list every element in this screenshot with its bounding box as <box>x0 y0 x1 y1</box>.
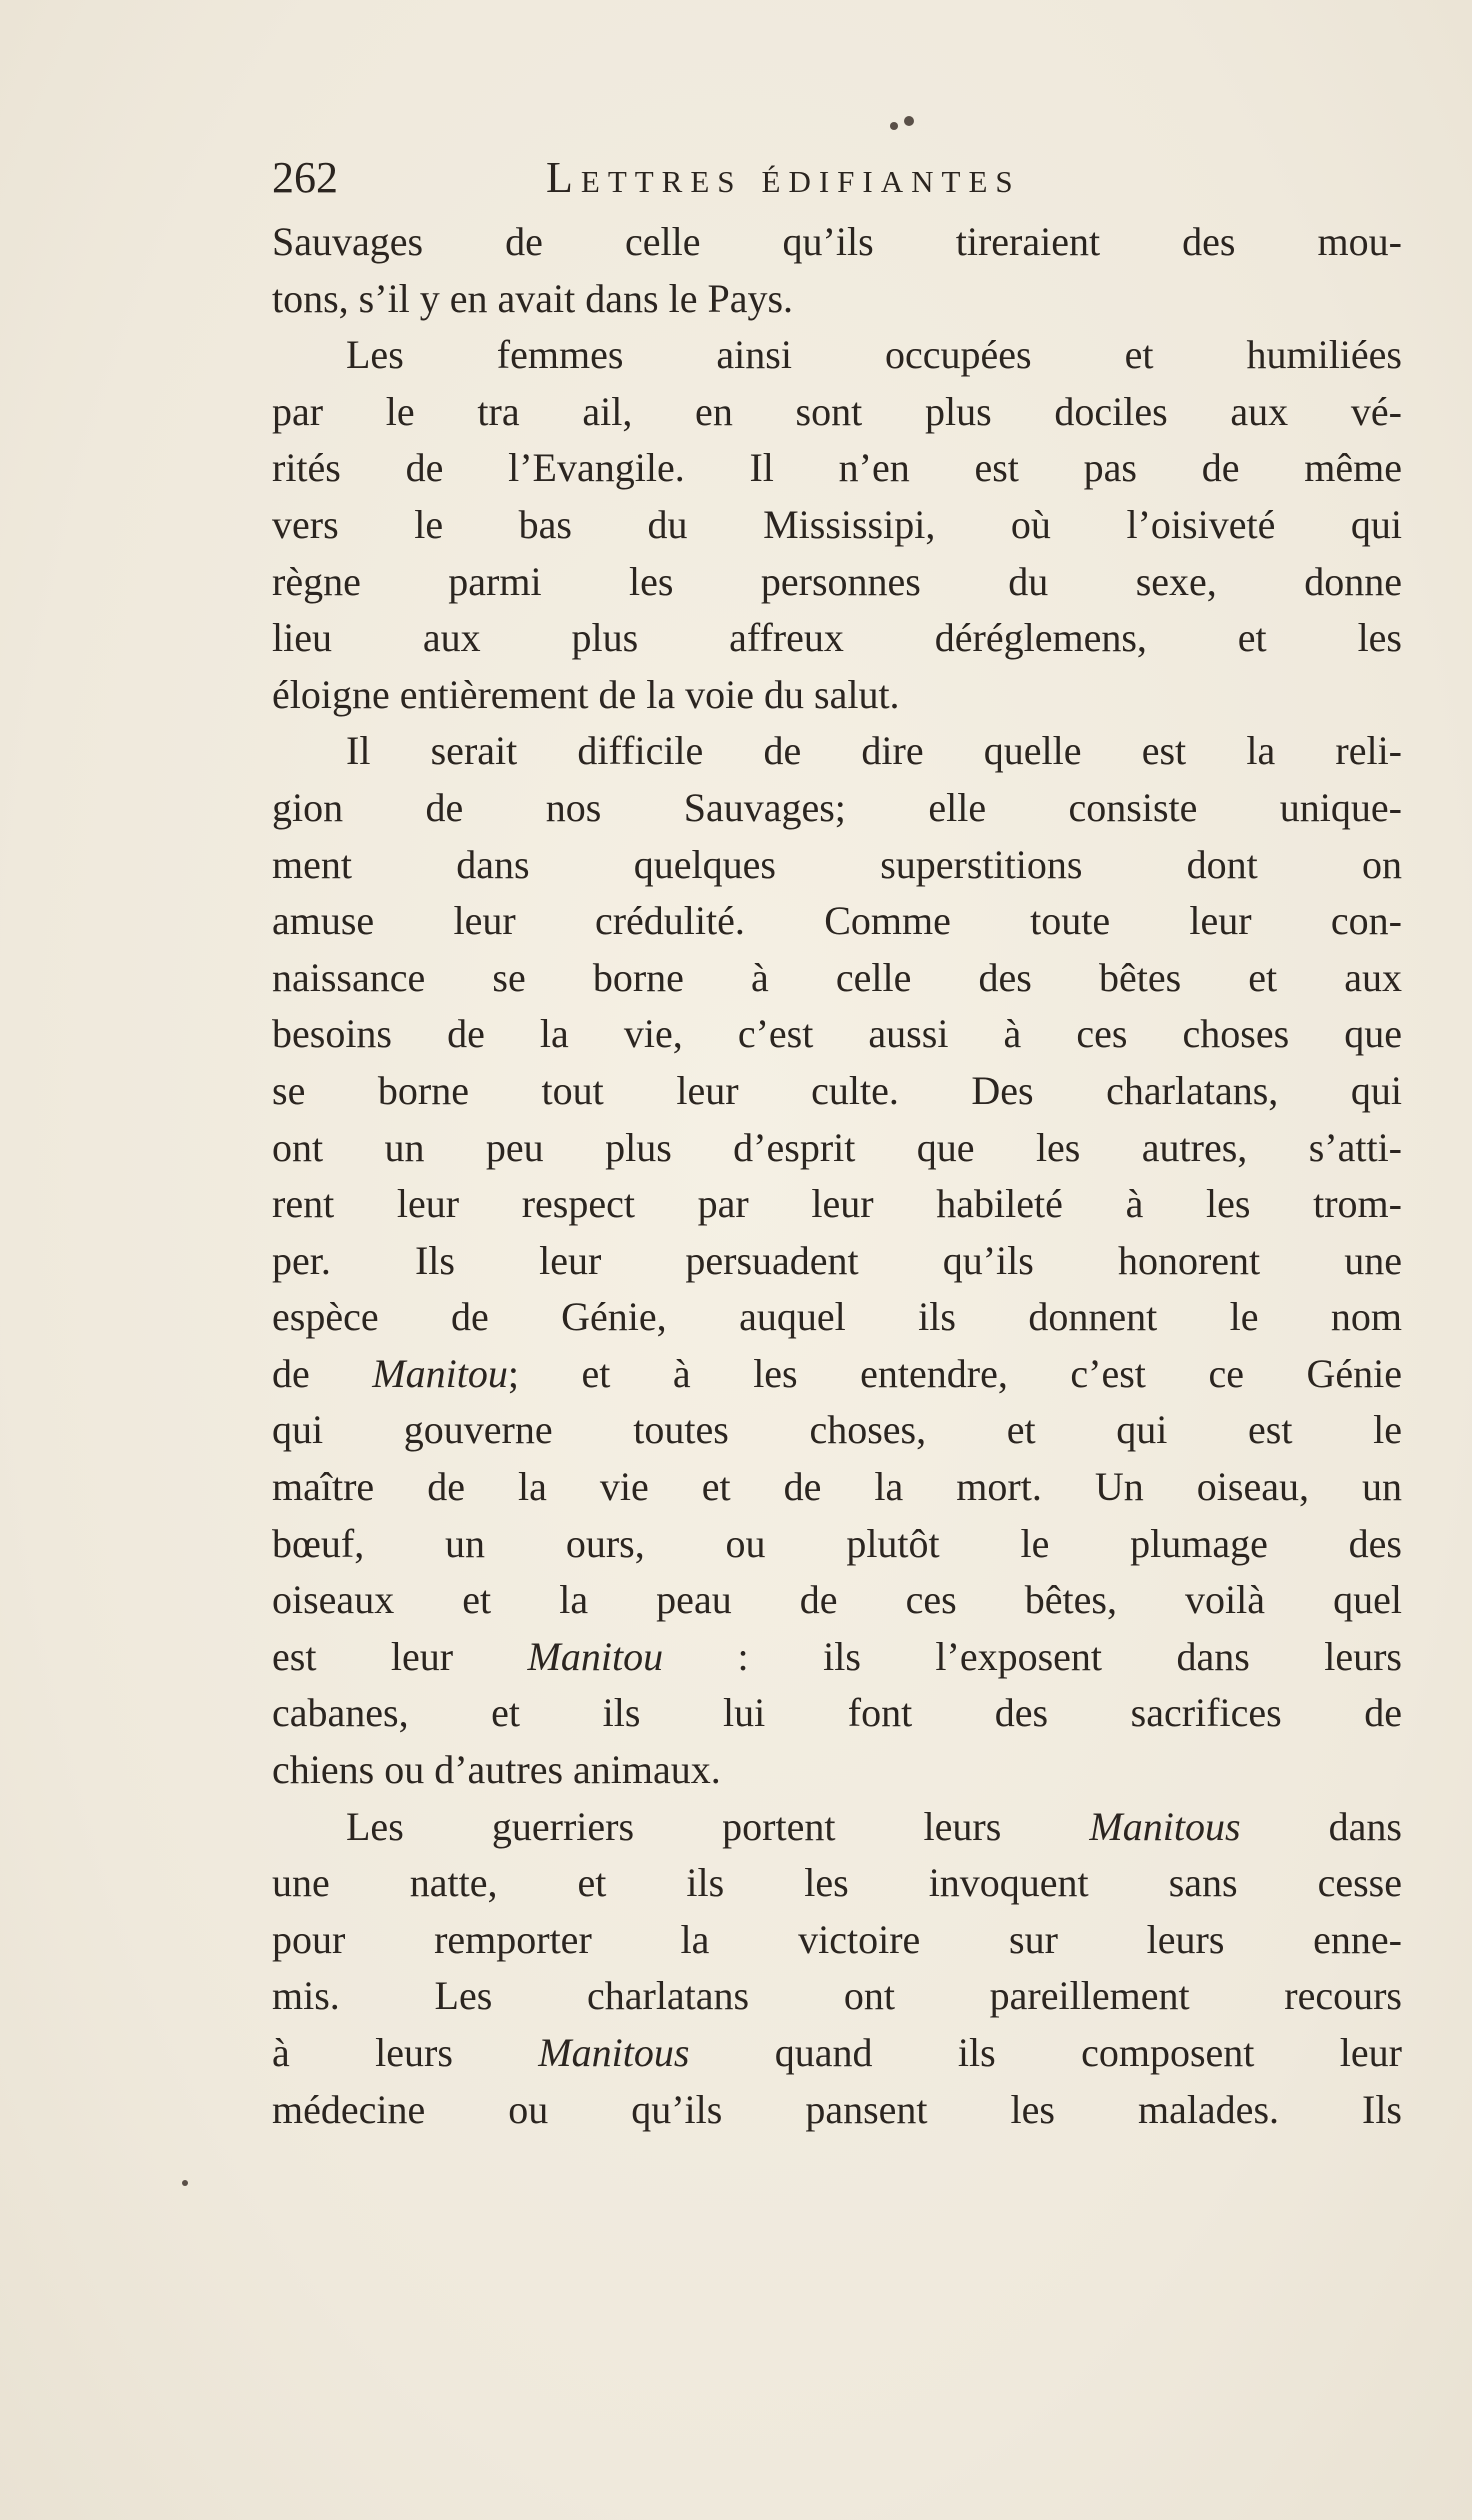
text-span: Sauvages de celle qu’ils tireraient des mou- <box>272 219 1402 264</box>
text-span: qui gouverne toutes choses, et qui est le <box>272 1407 1402 1453</box>
text-line <box>272 214 1402 271</box>
text-span: cabanes, et ils lui font des sacrifices de <box>272 1690 1402 1736</box>
italic-word: Manitous <box>538 2030 690 2075</box>
text-line <box>272 837 1402 894</box>
text-line <box>272 950 1402 1007</box>
text-span: Les femmes ainsi occupées et humiliées <box>346 332 1402 378</box>
text-span: vers le bas du Mississipi, où l’oisiveté qui <box>272 501 1402 547</box>
text-span: chiens ou d’autres animaux. <box>272 1747 721 1793</box>
italic-word: Manitou <box>527 1633 664 1679</box>
text-span: besoins de la vie, c’est aussi à ces choses que <box>272 1011 1402 1057</box>
text-line <box>272 1346 1402 1403</box>
text-line <box>272 1289 1402 1346</box>
text-line <box>272 1572 1402 1629</box>
text-span: bœuf, un ours, ou plutôt le plumage des <box>272 1520 1402 1566</box>
text-line <box>272 723 1402 780</box>
ink-speck <box>890 122 898 130</box>
text-line <box>272 384 1402 441</box>
text-span: dans <box>1240 1803 1402 1849</box>
text-span: per. Ils leur persuadent qu’ils honorent une <box>272 1237 1402 1283</box>
text-line <box>272 1685 1402 1742</box>
text-span: mis. Les charlatans ont pareillement recours <box>272 1973 1402 2019</box>
text-line <box>272 893 1402 950</box>
text-span: : ils l’exposent dans leurs <box>663 1633 1402 1679</box>
page-header <box>272 148 1402 208</box>
text-line <box>272 1459 1402 1516</box>
text-line <box>272 1120 1402 1177</box>
text-line <box>272 1176 1402 1233</box>
text-line <box>272 1233 1402 1290</box>
text-span: est leur <box>272 1633 528 1679</box>
page-number: 262 <box>272 153 338 202</box>
text-span: amuse leur crédulité. Comme toute leur con- <box>272 898 1402 944</box>
text-span: rités de l’Evangile. Il n’en est pas de même <box>272 445 1402 491</box>
text-span: lieu aux plus affreux déréglemens, et les <box>272 615 1402 661</box>
text-span: par le tra ail, en sont plus dociles aux vé- <box>272 388 1402 434</box>
text-line <box>272 1799 1402 1856</box>
text-line <box>272 440 1402 497</box>
text-line <box>272 2082 1402 2139</box>
text-span: ont un peu plus d’esprit que les autres, s’atti- <box>272 1124 1402 1170</box>
text-span: règne parmi les personnes du sexe, donne <box>272 558 1402 604</box>
text-span: médecine ou qu’ils pansent les malades. Ils <box>272 2086 1402 2132</box>
text-span: gion de nos Sauvages; elle consiste unique- <box>272 784 1402 830</box>
text-line <box>272 1516 1402 1573</box>
text-line <box>272 1912 1402 1969</box>
ink-speck <box>182 2180 188 2186</box>
text-span: pour remporter la victoire sur leurs enne- <box>272 1916 1402 1962</box>
text-line <box>272 1742 1402 1799</box>
ink-speck <box>904 116 914 126</box>
text-line <box>272 554 1402 611</box>
text-line <box>272 1006 1402 1063</box>
text-span: Les guerriers portent leurs <box>346 1803 1090 1849</box>
text-span: quand ils composent leur <box>689 2030 1402 2075</box>
text-span: éloigne entièrement de la voie du salut. <box>272 671 900 717</box>
text-span: une natte, et ils les invoquent sans cesse <box>272 1860 1402 1906</box>
text-span: naissance se borne à celle des bêtes et aux <box>272 954 1402 1000</box>
text-line <box>272 1063 1402 1120</box>
text-line <box>272 667 1402 724</box>
body-text <box>272 214 1402 2138</box>
text-line <box>272 1402 1402 1459</box>
italic-word: Manitou <box>372 1350 508 1396</box>
text-span: tons, s’il y en avait dans le Pays. <box>272 275 794 321</box>
text-span: se borne tout leur culte. Des charlatans, qui <box>272 1067 1402 1113</box>
text-span: rent leur respect par leur habileté à les trom- <box>272 1181 1402 1227</box>
text-span: ment dans quelques superstitions dont on <box>272 841 1402 887</box>
text-line <box>272 271 1402 328</box>
text-span: maître de la vie et de la mort. Un oiseau, un <box>272 1464 1402 1510</box>
text-line <box>272 497 1402 554</box>
text-span: oiseaux et la peau de ces bêtes, voilà quel <box>272 1577 1402 1623</box>
text-span: espèce de Génie, auquel ils donnent le nom <box>272 1294 1402 1340</box>
text-line <box>272 1855 1402 1912</box>
text-line <box>272 610 1402 667</box>
text-line <box>272 327 1402 384</box>
text-span: à leurs <box>272 2030 539 2075</box>
text-span: de <box>272 1350 373 1396</box>
text-line <box>272 780 1402 837</box>
text-line <box>272 1968 1402 2025</box>
text-span: Il serait difficile de dire quelle est la reli- <box>346 728 1402 774</box>
running-title: Lettres édifiantes <box>546 153 1021 202</box>
text-line <box>272 1629 1402 1686</box>
text-span: ; et à les entendre, c’est ce Génie <box>507 1350 1402 1396</box>
text-line <box>272 2025 1402 2082</box>
italic-word: Manitous <box>1089 1803 1241 1849</box>
